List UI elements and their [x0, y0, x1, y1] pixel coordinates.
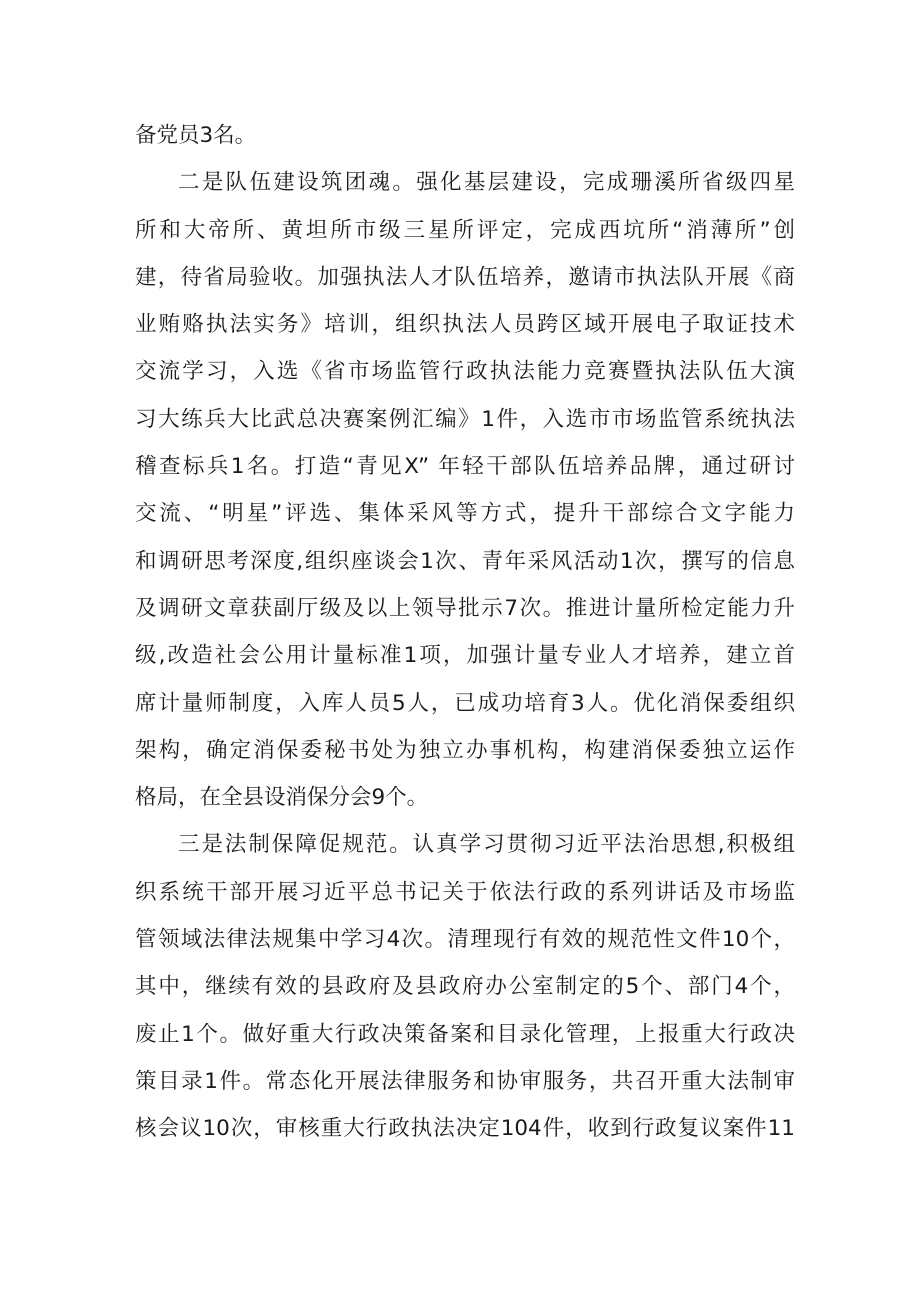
- text-line: 备党员3名。: [135, 123, 257, 148]
- text-line: 习大练兵大比武总决赛案例汇编》1件，入选市市场监管系统执法: [135, 406, 795, 432]
- text-line: 席计量师制度，入库人员5人，已成功培育3人。优化消保委组织: [135, 690, 795, 716]
- text-line: 废止1个。做好重大行政决策备案和目录化管理，上报重大行政决: [135, 1021, 795, 1047]
- text-line: 策目录1件。常态化开展法律服务和协审服务，共召开重大法制审: [135, 1068, 795, 1094]
- text-line: 级,改造社会公用计量标准1项，加强计量专业人才培养，建立首: [135, 643, 795, 669]
- text-line: 和调研思考深度,组织座谈会1次、青年采风活动1次，撰写的信息: [135, 548, 795, 574]
- document-body: [135, 112, 795, 1153]
- text-line: 管领域法律法规集中学习4次。清理现行有效的规范性文件10个，: [135, 927, 795, 953]
- text-line: 织系统干部开展习近平总书记关于依法行政的系列讲话及市场监: [135, 879, 795, 905]
- text-line: 建，待省局验收。加强执法人才队伍培养，邀请市执法队开展《商: [135, 264, 795, 290]
- text-line: 交流学习，入选《省市场监管行政执法能力竞赛暨执法队伍大演: [135, 359, 795, 385]
- text-line: 架构，确定消保委秘书处为独立办事机构，构建消保委独立运作: [135, 737, 795, 763]
- text-line: 所和大帝所、黄坦所市级三星所评定，完成西坑所“消薄所”创: [135, 217, 795, 243]
- text-line: 格局，在全县设消保分会9个。: [135, 785, 429, 811]
- paragraph-first-line: 三是法制保障促规范。认真学习贯彻习近平法治思想,积极组: [178, 832, 795, 858]
- text-line: 稽查标兵1名。打造“青见X” 年轻干部队伍培养品牌，通过研讨: [135, 454, 795, 480]
- text-line: 核会议10次，审核重大行政执法决定104件，收到行政复议案件11: [135, 1116, 795, 1142]
- text-line: 其中，继续有效的县政府及县政府办公室制定的5个、部门4个，: [135, 974, 795, 1000]
- text-line: 交流、“明星”评选、集体采风等方式，提升干部综合文字能力: [135, 501, 795, 527]
- text-line: 及调研文章获副厅级及以上领导批示7次。推进计量所检定能力升: [135, 595, 795, 621]
- paragraph-first-line: 二是队伍建设筑团魂。强化基层建设，完成珊溪所省级四星: [178, 170, 795, 196]
- text-line: 业贿赂执法实务》培训，组织执法人员跨区域开展电子取证技术: [135, 312, 795, 338]
